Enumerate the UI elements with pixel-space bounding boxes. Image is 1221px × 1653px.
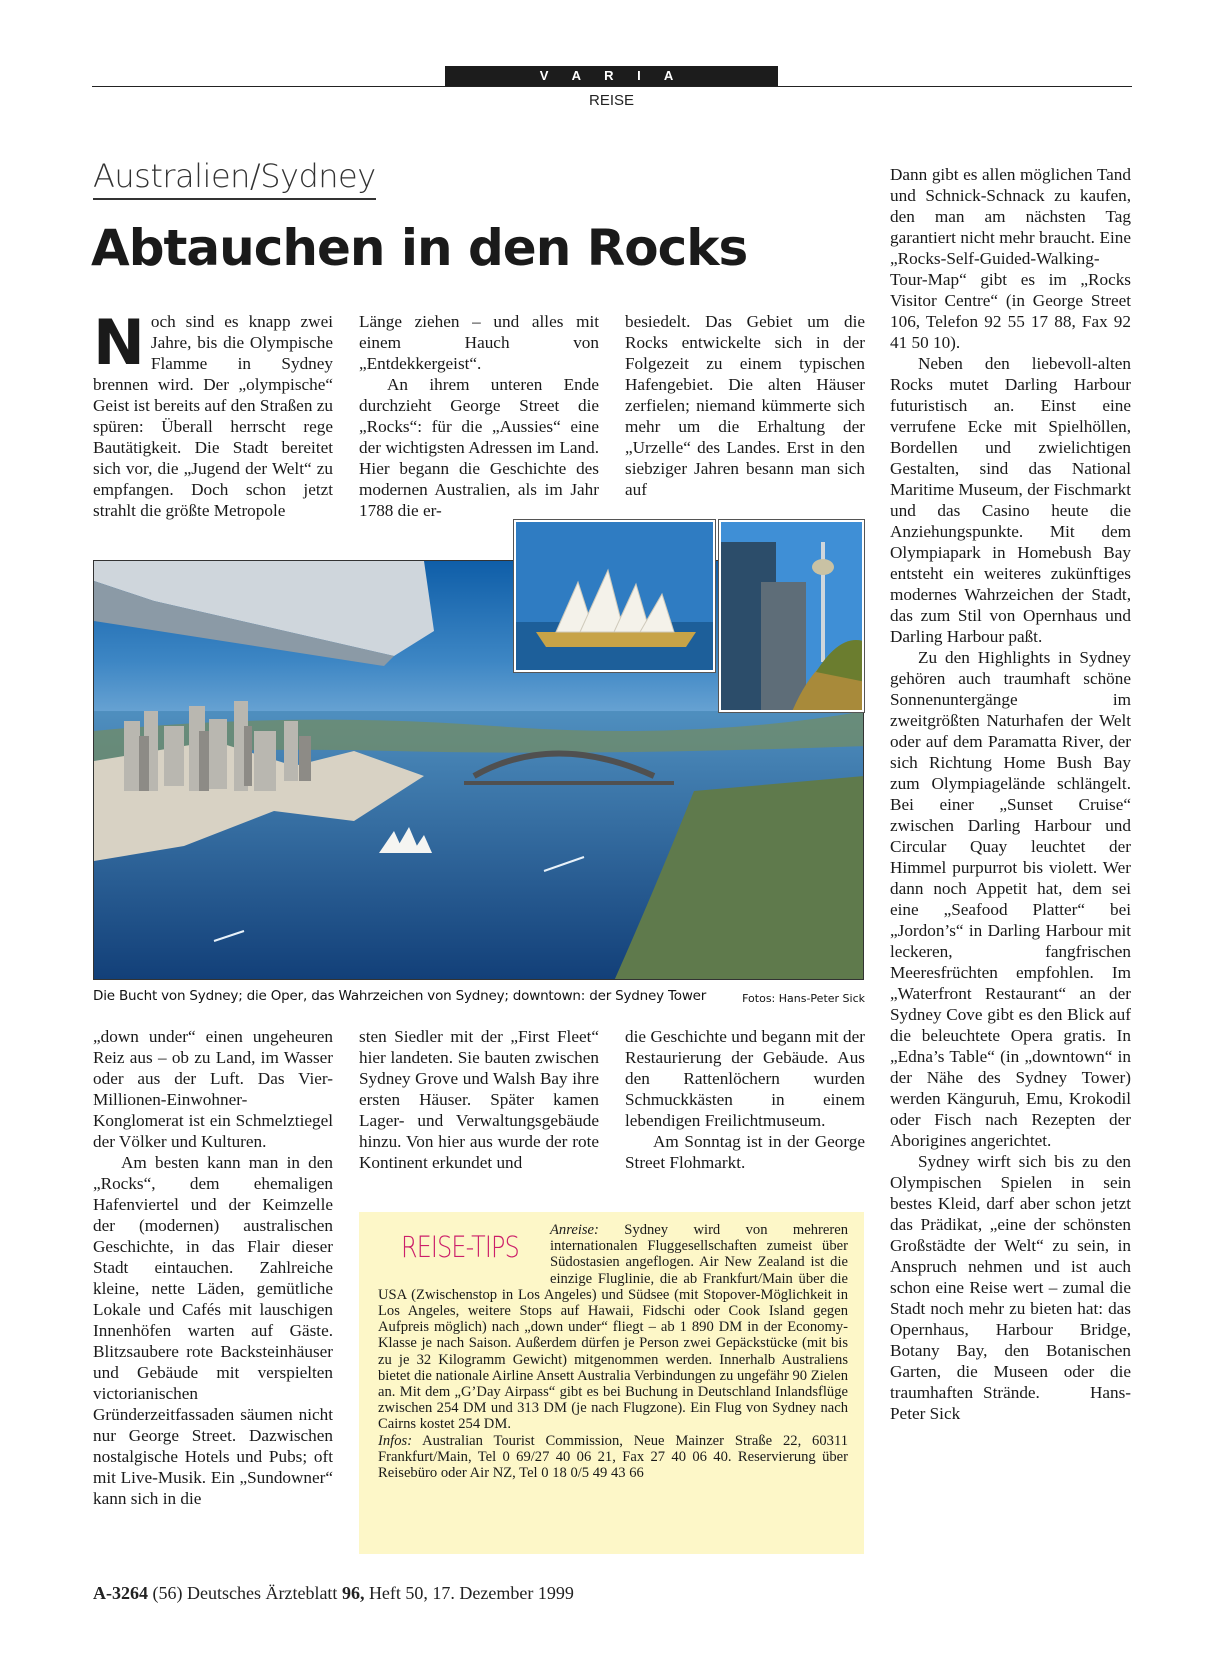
paragraph: besiedelt. Das Gebiet um die Rocks entwickelte sich in der Folgezeit zu einem typischen Hafengebiet. Die alten Häuser zerfielen; niemand kümmerte sich mehr um die Erhaltung der „Urzelle“ des Landes. Erst in den siebziger Jahren besann man sich auf — [625, 312, 865, 499]
article-column-1-top — [93, 306, 333, 521]
author-name: Hans-Peter Sick — [890, 1383, 1131, 1423]
paragraph: Länge ziehen – und alles mit einem Hauch von „Entdekkergeist“. — [359, 312, 599, 373]
photo-credit: Fotos: Hans-Peter Sick — [742, 992, 865, 1005]
article-column-1-bottom — [93, 1026, 333, 1509]
subsection-label: REISE — [588, 92, 634, 109]
article-column-3-bottom — [625, 1026, 865, 1173]
paragraph: och sind es knapp zwei Jahre, bis die Olympische Flamme in Sydney brennen wird. Der „olympische“ Geist ist bereits auf den Straßen zu spüren: Überall herrscht rege Bautätigkeit. Die Stadt bereitet sich vor, die „Jugend der Welt“ zu empfangen. Doch schon jetzt strahlt die größte Metropole — [93, 312, 333, 520]
infos-label: Infos: — [378, 1432, 413, 1449]
article-column-2-top — [359, 311, 599, 521]
photo-caption: Die Bucht von Sydney; die Oper, das Wahrzeichen von Sydney; downtown: der Sydney Tower — [93, 988, 707, 1004]
page-number: A-3264 — [93, 1583, 148, 1603]
opera-house-photo — [514, 520, 715, 672]
drop-cap: N — [93, 306, 145, 379]
paragraph: Neben den liebevoll-alten Rocks mutet Darling Harbour futuristisch an. Einst eine verrufene Ecke mit Spielhöllen, Bordellen und zwielichtigen Gestalten, sind das National Maritime Museum, der Fischmarkt und das Casino heute die Anziehungspunkte. Mit dem Olympiapark in Homebush Bay entsteht ein weiteres zukünftiges modernes Wahrzeichen der Stadt, das zum Stil von Opernhaus und Darling Harbour paßt. — [890, 354, 1131, 646]
article-column-4 — [890, 164, 1131, 1424]
paragraph: Am Sonntag ist in der George Street Flohmarkt. — [625, 1132, 865, 1172]
journal-name: (56) Deutsches Ärzteblatt — [152, 1583, 338, 1603]
paragraph-text: Sydney wirft sich bis zu den Olympischen Spielen in sein bestes Kleid, darf aber schon jetzt das Prädikat, „eine der schönsten Großstädte der Welt“ zu sein, in Anspruch nehmen und ist auch schon eine Reise wert – zumal die Stadt noch mehr zu bieten hat: das Opernhaus, Harbour Bridge, Botany Bay, den Botanischen Garten, die Museen oder die traumhaften Strände. — [890, 1152, 1131, 1402]
travel-tips-title: REISE-TIPS — [401, 1230, 519, 1264]
volume-number: 96, — [341, 1583, 365, 1603]
paragraph: „down under“ einen ungeheuren Reiz aus – ob zu Land, im Wasser oder aus der Luft. Das Vier-Millionen-Einwohner-Konglomerat ist ein Schmelztiegel der Völker und Kulturen. — [93, 1027, 333, 1151]
kicker: Australien/Sydney — [93, 160, 376, 200]
paragraph: Am besten kann man in den „Rocks“, dem ehemaligen Hafenviertel und der Keimzelle der (modernen) australischen Geschichte, in das Flair dieser Stadt eintauchen. Zahlreiche kleine, nette Läden, gemütliche Lokale und Cafés mit lauschigen Innenhöfen warten auf Gäste. Blitzsaubere rote Backsteinhäuser und Gebäude mit verspielten victorianischen Gründerzeitfassaden säumen nicht nur George Street. Dazwischen nostalgische Hotels und Pubs; oft mit Live-Musik. Ein „Sundowner“ kann sich in die — [93, 1153, 333, 1508]
page-footer — [93, 1583, 574, 1604]
paragraph: Zu den Highlights in Sydney gehören auch traumhaft schöne Sonnenuntergänge im zweitgrößten Naturhafen der Welt oder auf dem Paramatta River, der sich Richtung Home Bush Bay zum Olympiagelände schlängelt. Bei einer „Sunset Cruise“ zwischen Darling Harbour und Circular Quay leuchtet der Himmel purpurrot bis violett. Wer dann noch Appetit hat, dem sei eine „Seafood Platter“ bei „Jordon’s“ in Darling Harbour mit leckeren, fangfrischen Meeresfrüchten empfohlen. Im „Waterfront Restaurant“ an der Sydney Cove gibt es den Blick auf die beleuchtete Opera gratis. In „Edna’s Table“ (in „downtown“ in der Nähe des Sydney Tower) werden Känguruh, Emu, Krokodil oder Fisch nach Rezepten der Aborigines angerichtet. — [890, 648, 1131, 1150]
paragraph: sten Siedler mit der „First Fleet“ hier landeten. Sie bauten zwischen Sydney Grove und Walsh Bay ihre ersten Häuser. Später kamen Lager- und Verwaltungsgebäude hinzu. Von hier aus wurde der rote Kontinent erkundet und — [359, 1027, 599, 1172]
paragraph — [890, 1151, 1131, 1424]
travel-tips-box — [359, 1212, 864, 1554]
paragraph: Dann gibt es allen möglichen Tand und Schnick-Schnack zu kaufen, den man am nächsten Tag garantiert nicht mehr braucht. Eine „Rocks-Self-Guided-Walking-Tour-Map“ gibt es im „Rocks Visitor Centre“ (in George Street 106, Telefon 92 55 17 88, Fax 92 41 50 10). — [890, 165, 1131, 352]
article-column-3-top — [625, 311, 865, 500]
anreise-text: Sydney wird von mehreren internationalen Fluggesellschaften zumeist über Südostasien angeflogen. Air New Zealand ist die einzige Fluglinie, die ab Frankfurt/Main über die USA (Zwischenstop in Los Angeles) und Südsee (mit Stopover-Möglichkeit in Los Angeles, weitere Stops auf Hawaii, Fidschi oder Cook Island gegen Aufpreis möglich) nach „down under“ fliegt – ab 1 890 DM in der Economy-Klasse je nach Saison. Außerdem dürfen je Person zwei Gepäckstücke (mit bis zu je 32 Kilogramm Gewicht) mitgenommen werden. Innerhalb Australiens bietet die nationale Airline Ansett Australia Verbindungen zu ungefähr 90 Zielen an. Mit dem „G’Day Airpass“ gibt es bei Buchung in Deutschland Inlandsflüge zwischen 254 DM und 313 DM (je nach Flugzone). Ein Flug von Sydney nach Cairns kostet 254 DM. — [378, 1222, 848, 1433]
section-bar: V A R I A — [445, 66, 778, 86]
sydney-tower-photo — [719, 520, 864, 712]
issue-date: Heft 50, 17. Dezember 1999 — [368, 1583, 574, 1603]
article-column-2-bottom — [359, 1026, 599, 1173]
paragraph: die Geschichte und begann mit der Restaurierung der Gebäude. Aus den Rattenlöchern wurden Schmuckkästen in einem lebendigen Freilichtmuseum. — [625, 1027, 865, 1130]
anreise-label: Anreise: — [550, 1222, 599, 1238]
infos-text: Australian Tourist Commission, Neue Mainzer Straße 22, 60311 Frankfurt/Main, Tel 0 69/27 40 06 21, Fax 27 40 06 40. Reservierung über Reisebüro oder Air NZ, Tel 0 18 0/5 49 43 66 — [378, 1432, 849, 1482]
header-rule — [92, 86, 1132, 87]
paragraph: An ihrem unteren Ende durchzieht George Street die „Rocks“: für die „Aussies“ eine der wichtigsten Adressen im Land. Hier begann die Geschichte des modernen Australien, als im Jahr 1788 die er- — [359, 375, 599, 520]
page-title: Abtauchen in den Rocks — [91, 219, 748, 277]
